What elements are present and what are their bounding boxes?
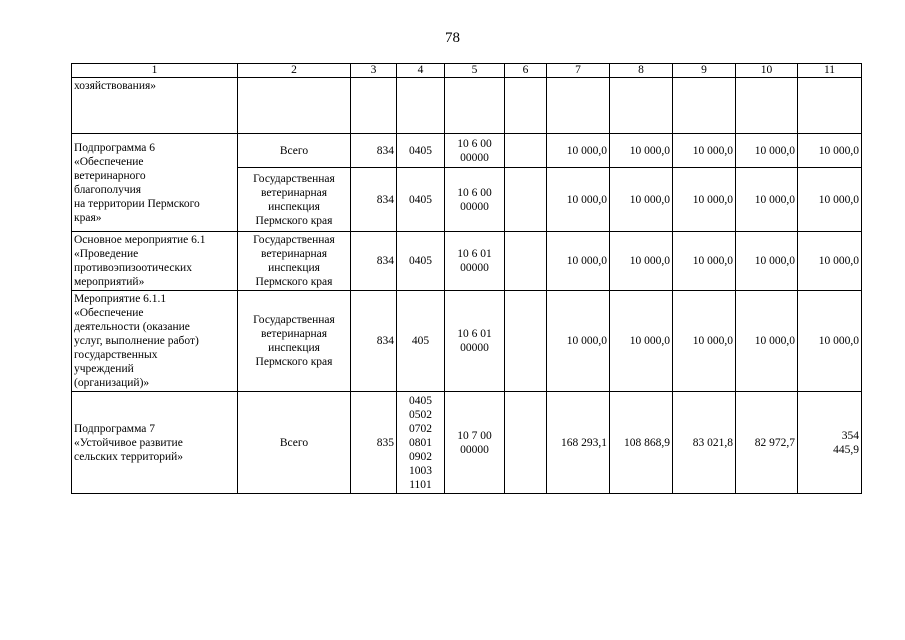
table-row <box>72 232 862 291</box>
value-cell: 10 000,0 <box>610 134 673 168</box>
code-cell <box>505 392 547 494</box>
value-cell: 83 021,8 <box>673 392 736 494</box>
code-cell: 10 7 00 00000 <box>445 392 505 494</box>
value-cell: 10 000,0 <box>547 232 610 291</box>
value-cell <box>547 78 610 134</box>
value-cell: 82 972,7 <box>736 392 798 494</box>
code-cell: 834 <box>351 291 397 392</box>
code-cell <box>505 134 547 168</box>
value-cell: 108 868,9 <box>610 392 673 494</box>
column-header: 9 <box>673 64 736 78</box>
value-cell: 10 000,0 <box>736 232 798 291</box>
value-cell: 10 000,0 <box>798 134 862 168</box>
value-cell: 10 000,0 <box>547 168 610 232</box>
value-cell: 10 000,0 <box>736 168 798 232</box>
code-cell <box>445 78 505 134</box>
value-cell: 168 293,1 <box>547 392 610 494</box>
executor-cell <box>238 78 351 134</box>
code-cell <box>397 78 445 134</box>
code-cell <box>505 168 547 232</box>
code-cell: 10 6 00 00000 <box>445 168 505 232</box>
code-cell <box>505 291 547 392</box>
executor-cell: Государственная ветеринарная инспекция Пермского края <box>238 232 351 291</box>
executor-cell: Всего <box>238 134 351 168</box>
value-cell: 10 000,0 <box>798 291 862 392</box>
table-row <box>72 134 862 168</box>
value-cell: 10 000,0 <box>736 291 798 392</box>
code-cell: 0405 <box>397 232 445 291</box>
code-cell: 834 <box>351 232 397 291</box>
page-number: 78 <box>445 30 460 46</box>
column-header: 3 <box>351 64 397 78</box>
budget-table <box>71 63 862 494</box>
column-header: 5 <box>445 64 505 78</box>
value-cell: 10 000,0 <box>610 232 673 291</box>
executor-cell: Всего <box>238 392 351 494</box>
table-row <box>72 291 862 392</box>
value-cell: 10 000,0 <box>673 134 736 168</box>
value-cell <box>736 78 798 134</box>
value-cell <box>673 78 736 134</box>
program-name-cell: Подпрограмма 6 «Обеспечение ветеринарного благополучия на территории Пермского края» <box>72 134 238 232</box>
code-cell: 405 <box>397 291 445 392</box>
code-cell: 835 <box>351 392 397 494</box>
column-header: 6 <box>505 64 547 78</box>
column-header: 10 <box>736 64 798 78</box>
value-cell: 10 000,0 <box>673 168 736 232</box>
code-cell <box>505 232 547 291</box>
code-cell: 834 <box>351 168 397 232</box>
value-cell <box>798 78 862 134</box>
value-cell <box>610 78 673 134</box>
code-cell: 0405 <box>397 134 445 168</box>
value-cell: 10 000,0 <box>673 232 736 291</box>
column-header: 11 <box>798 64 862 78</box>
value-cell: 10 000,0 <box>547 134 610 168</box>
value-cell: 354 445,9 <box>798 392 862 494</box>
code-cell: 10 6 01 00000 <box>445 291 505 392</box>
column-header: 2 <box>238 64 351 78</box>
value-cell: 10 000,0 <box>673 291 736 392</box>
code-cell <box>351 78 397 134</box>
table-row <box>72 78 862 134</box>
value-cell: 10 000,0 <box>798 168 862 232</box>
code-cell: 0405 0502 0702 0801 0902 1003 1101 <box>397 392 445 494</box>
code-cell: 10 6 00 00000 <box>445 134 505 168</box>
code-cell <box>505 78 547 134</box>
program-name-cell: Мероприятие 6.1.1 «Обеспечение деятельности (оказание услуг, выполнение работ) государственных учреждений (организаций)» <box>72 291 238 392</box>
code-cell: 0405 <box>397 168 445 232</box>
executor-cell: Государственная ветеринарная инспекция Пермского края <box>238 291 351 392</box>
value-cell: 10 000,0 <box>610 291 673 392</box>
program-name-cell: Подпрограмма 7 «Устойчивое развитие сельских территорий» <box>72 392 238 494</box>
table-row <box>72 392 862 494</box>
value-cell: 10 000,0 <box>610 168 673 232</box>
column-header: 1 <box>72 64 238 78</box>
value-cell: 10 000,0 <box>798 232 862 291</box>
column-header: 8 <box>610 64 673 78</box>
column-header: 7 <box>547 64 610 78</box>
code-cell: 10 6 01 00000 <box>445 232 505 291</box>
value-cell: 10 000,0 <box>736 134 798 168</box>
program-name-cell: Основное мероприятие 6.1 «Проведение противоэпизоотических мероприятий» <box>72 232 238 291</box>
code-cell: 834 <box>351 134 397 168</box>
executor-cell: Государственная ветеринарная инспекция Пермского края <box>238 168 351 232</box>
table-header-row <box>72 64 862 78</box>
column-header: 4 <box>397 64 445 78</box>
value-cell: 10 000,0 <box>547 291 610 392</box>
program-name-cell: хозяйствования» <box>72 78 238 134</box>
